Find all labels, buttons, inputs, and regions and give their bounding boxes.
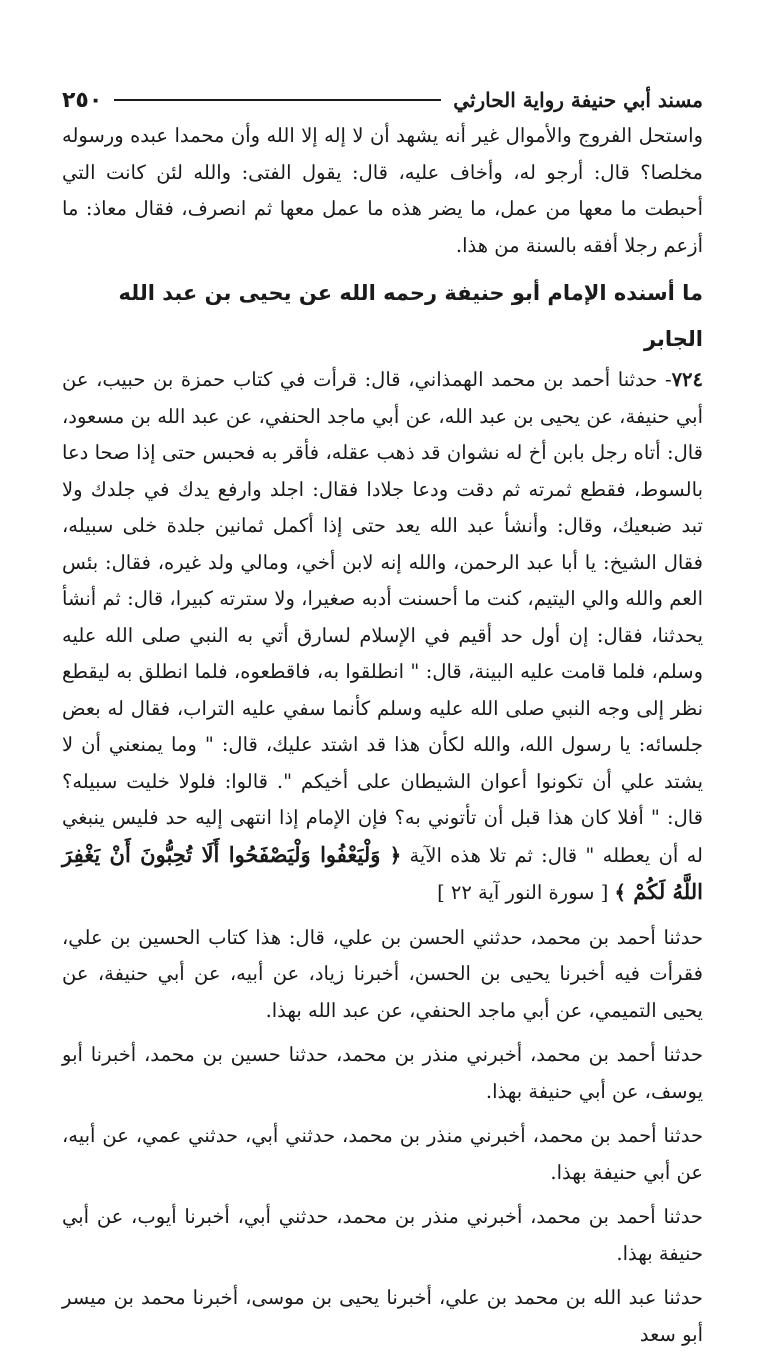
chain-paragraph: حدثنا أحمد بن محمد، أخبرني منذر بن محمد، حدثني أبي، أخبرنا أيوب، عن أبي حنيفة بهذا. (62, 1205, 703, 1265)
hadith-paragraph (62, 362, 703, 912)
header-rule (114, 99, 441, 101)
body-text (62, 118, 703, 1353)
running-header (62, 82, 703, 118)
chain-paragraph: حدثنا أحمد بن محمد، أخبرني منذر بن محمد، حدثني أبي، حدثني عمي، عن أبيه، عن أبي حنيفة بهذا. (62, 1124, 703, 1184)
section-heading (62, 270, 703, 362)
chain-paragraph: حدثنا أحمد بن محمد، حدثني الحسن بن علي، قال: هذا كتاب الحسين بن علي، فقرأت فيه أخبرنا يحيى بن الحسن، أخبرنا زياد، عن أبيه، عن أبي حنيفة، عن يحيى التميمي، عن أبي ماجد الحنفي، عن عبد الله بهذا. (62, 925, 703, 1022)
hadith-number: ٧٢٤ (671, 368, 703, 391)
chain-paragraph: حدثنا عبد الله بن محمد بن علي، أخبرنا يحيى بن موسى، أخبرنا محمد بن ميسر أبو سعد (62, 1286, 703, 1346)
header-title: مسند أبي حنيفة رواية الحارثي (453, 88, 703, 112)
page-number: ٢٥٠ (62, 87, 103, 113)
quran-verse: وَلْيَعْفُوا وَلْيَصْفَحُوا أَلَا تُحِبُّونَ أَنْ يَغْفِرَ اللَّهُ لَكُمْ (62, 841, 703, 904)
hadith-text: - حدثنا أحمد بن محمد الهمذاني، قال: قرأت في كتاب حمزة بن حبيب، عن أبي حنيفة، عن يحيى بن عبد الله، عن أبي ماجد الحنفي، عن عبد الله بن مسعود، قال: أتاه رجل بابن أخ له نشوان قد ذهب عقله، فأقر به فحبس حتى إذا صحا دعا بالسوط، فقطع ثمرته ثم دقت ودعا جلادا فقال: اجلد وارفع يدك في جلدك ولا تبد ضبعيك، وقال: وأنشأ عبد الله يعد حتى إذا أكمل ثمانين جلدة خلى سبيله، فقال الشيخ: يا أبا عبد الرحمن، والله إنه لابن أخي، ومالي ولد غيره، فقال: بئس العم والله والي اليتيم، كنت ما أحسنت أدبه صغيرا، ولا سترته كبيرا، قال: ثم أنشأ يحدثنا، فقال: إن أول حد أقيم في الإسلام لسارق أتي به النبي صلى الله عليه وسلم، فلما قامت عليه البينة، قال: " انطلقوا به، فاقطعوه، فلما انطلق به ليقطع نظر إلى وجه النبي صلى الله عليه وسلم كأنما سفي عليه التراب، فقال له بعض جلسائه: يا رسول الله، والله لكأن هذا قد اشتد عليك، قال: " وما يمنعني أن لا يشتد علي أن تكونوا أعوان الشيطان على أخيكم ". قالوا: فلولا خليت سبيله؟ قال: " أفلا كان هذا قبل أن تأتوني به؟ فإن الإمام إذا انتهى إليه حد فليس ينبغي له أن يعطله " قال: ثم تلا هذه الآية (62, 368, 704, 867)
quran-bracket-open: ﴿ (389, 843, 402, 867)
section-heading-line-2: الجابر (643, 327, 703, 351)
quran-bracket-close: ﴾ (614, 881, 626, 904)
chain-paragraph: حدثنا أحمد بن محمد، أخبرني منذر بن محمد، حدثنا حسين بن محمد، أخبرنا أبو يوسف، عن أبي حنيفة بهذا. (62, 1043, 703, 1103)
quran-reference: [ سورة النور آية ٢٢ ] (437, 881, 615, 904)
paragraph-continuation: واستحل الفروج والأموال غير أنه يشهد أن لا إله إلا الله وأن محمدا عبده ورسوله مخلصا؟ قال: أرجو له، وأخاف عليه، قال: يقول الفتى: والله لئن كانت التي أحبطت ما معها من عمل، ما يضر هذه ما عمل معها ثم انصرف، فقال معاذ: ما أزعم رجلا أفقه بالسنة من هذا. (62, 124, 703, 257)
section-heading-line-1: ما أسنده الإمام أبو حنيفة رحمه الله عن يحيى بن عبد الله (118, 281, 703, 305)
